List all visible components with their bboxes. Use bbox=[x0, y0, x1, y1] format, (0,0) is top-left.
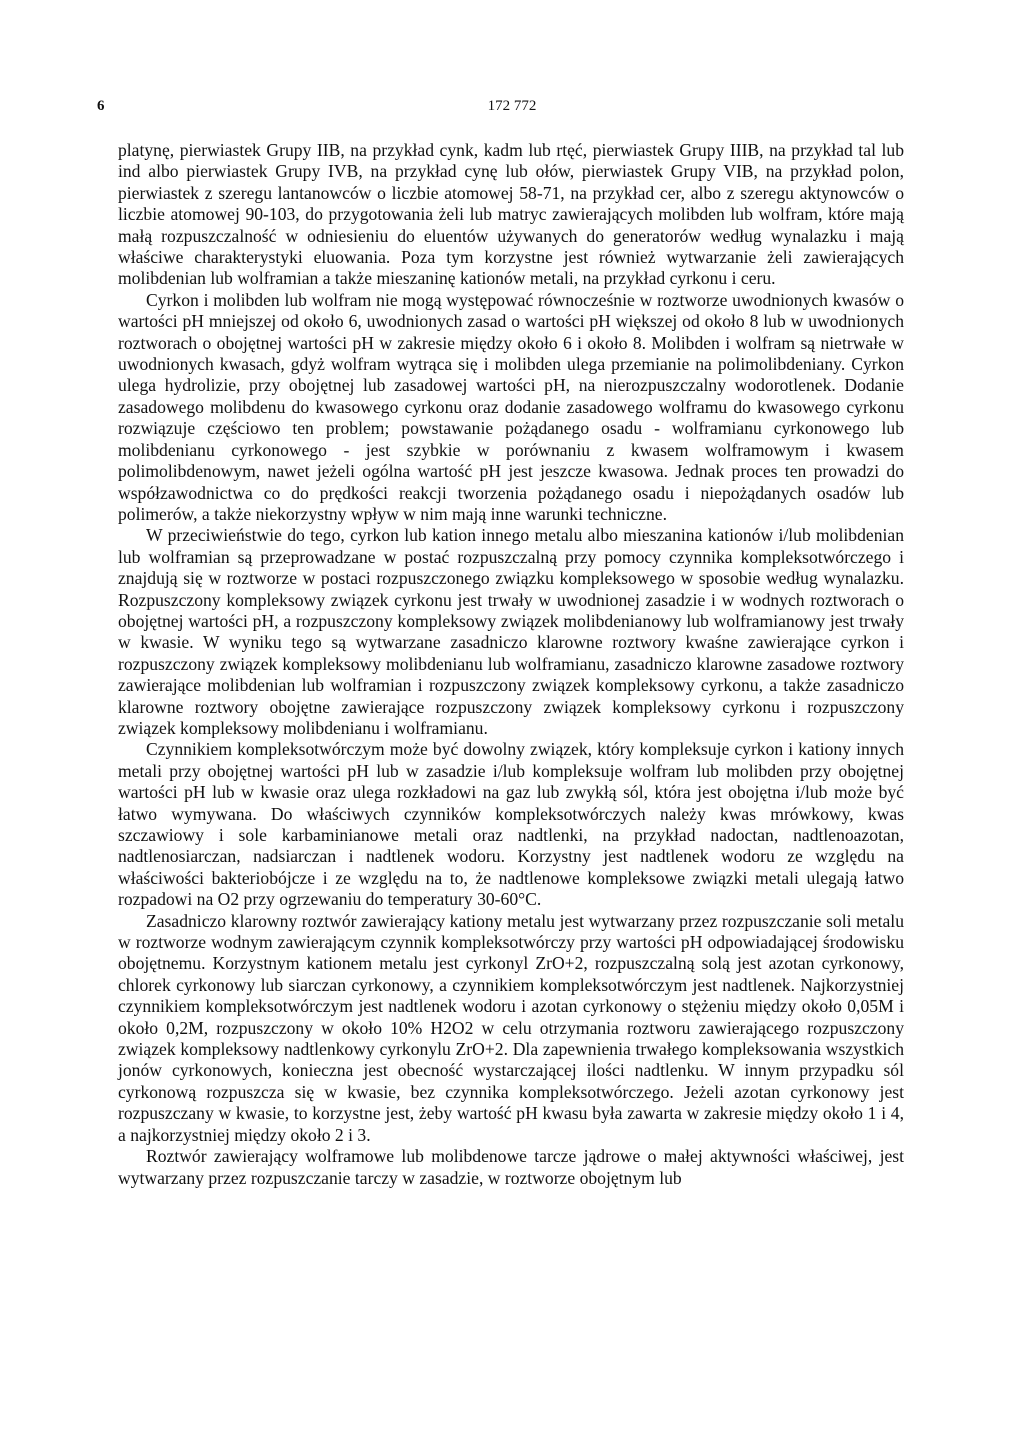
paragraph-2: Cyrkon i molibden lub wolfram nie mogą występować równocześnie w roztworze uwodnionych kwasów o wartości pH mniejszej od około 6, uwodnionych zasad o wartości pH większej od około 8 lub w uwodnionych roztworach o obojętnej wartości pH w zakresie między około 6 i około 8. Molibden i wolfram są nietrwałe w uwodnionych kwasach, gdyż wolfram wytrąca się i molibden ulega przemianie na polimolibdeniany. Cyrkon ulega hydrolizie, przy obojętnej lub zasadowej wartości pH, na nierozpuszczalny wodorotlenek. Dodanie zasadowego molibdenu do kwasowego cyrkonu oraz dodanie zasadowego wolframu do kwasowego cyrkonu rozwiązuje częściowo ten problem; powstawanie pożądanego osadu - wolframianu cyrkonowego lub molibdenianu cyrkonowego - jest szybkie w porównaniu z kwasem wolframowym i kwasem polimolibdenowym, nawet jeżeli ogólna wartość pH jest jeszcze kwasowa. Jednak proces ten prowadzi do współzawodnictwa co do prędkości reakcji tworzenia pożądanego osadu i niepożądanych osadów lub polimerów, a także niekorzystny wpływ w nim mają inne warunki techniczne. bbox=[118, 289, 904, 524]
paragraph-6: Roztwór zawierający wolframowe lub molibdenowe tarcze jądrowe o małej aktywności właściwej, jest wytwarzany przez rozpuszczanie tarczy w zasadzie, w roztworze obojętnym lub bbox=[118, 1146, 904, 1188]
paragraph-4: Czynnikiem kompleksotwórczym może być dowolny związek, który kompleksuje cyrkon i kationy innych metali przy obojętnej wartości pH lub w zasadzie i/lub kompleksuje wolfram lub molibden przy obojętnej wartości pH lub w kwasie oraz ulega rozkładowi na gaz lub zwykłą sól, która jest obojętna i/lub może być łatwo wymywana. Do właściwych czynników kompleksotwórczych należy kwas mrówkowy, kwas szczawiowy i sole karbaminianowe metali oraz nadtlenki, na przykład nadoctan, nadtlenoazotan, nadtlenosiarczan, nadsiarczan i nadtlenek wodoru. Korzystny jest nadtlenek wodoru ze względu na właściwości bakteriobójcze i ze względu na to, że nadtlenowe kompleksowe związki metali ulegają łatwo rozpadowi na O2 przy ogrzewaniu do temperatury 30-60°C. bbox=[118, 739, 904, 910]
document-body bbox=[118, 140, 904, 1189]
patent-number: 172 772 bbox=[487, 98, 537, 114]
paragraph-5: Zasadniczo klarowny roztwór zawierający kationy metalu jest wytwarzany przez rozpuszczanie soli metalu w roztworze wodnym zawierającym czynnik kompleksotwórczy przy wartości pH odpowiadającej środowisku obojętnemu. Korzystnym kationem metalu jest cyrkonyl ZrO+2, rozpuszczalną solą jest azotan cyrkonowy, chlorek cyrkonowy lub siarczan cyrkonowy, a czynnikiem kompleksotwórczym jest nadtlenek. Najkorzystniej czynnikiem kompleksotwórczym jest nadtlenek wodoru i azotan cyrkonowy o stężeniu między około 0,05M i około 0,2M, rozpuszczony w około 10% H2O2 w celu otrzymania roztworu zawierającego rozpuszczony związek kompleksowy nadtlenkowy cyrkonylu ZrO+2. Dla zapewnienia trwałego kompleksowania wszystkich jonów cyrkonowych, konieczna jest obecność wystarczającej ilości nadtlenku. W innym przypadku sól cyrkonową rozpuszcza się w kwasie, bez czynnika kompleksotwórczego. Jeżeli azotan cyrkonowy jest rozpuszczany w kwasie, to korzystne jest, żeby wartość pH kwasu była zawarta w zakresie między około 1 i 4, a najkorzystniej między około 2 i 3. bbox=[118, 910, 904, 1145]
page-number: 6 bbox=[97, 98, 105, 114]
paragraph-1: platynę, pierwiastek Grupy IIB, na przykład cynk, kadm lub rtęć, pierwiastek Grupy IIIB, na przykład tal lub ind albo pierwiastek Grupy IVB, na przykład cynę lub ołów, pierwiastek Grupy VIB, na przykład polon, pierwiastek z szeregu lantanowców o liczbie atomowej 58-71, na przykład cer, albo z szeregu aktynowców o liczbie atomowej 90-103, do przygotowania żeli lub matryc zawierających molibden lub wolfram, które mają małą rozpuszczalność w odniesieniu do eluentów używanych do generatorów według wynalazku i mają właściwe charakterystyki eluowania. Poza tym korzystne jest również wytwarzanie żeli zawierających molibdenian lub wolframian a także mieszaninę kationów metali, na przykład cyrkonu i ceru. bbox=[118, 140, 904, 289]
page-header bbox=[0, 98, 1024, 122]
paragraph-3: W przeciwieństwie do tego, cyrkon lub kation innego metalu albo mieszanina kationów i/lub molibdenian lub wolframian są przeprowadzane w postać rozpuszczalną przy pomocy czynnika kompleksotwórczego i znajdują się w roztworze w postaci rozpuszczonego związku kompleksowego w sposobie według wynalazku. Rozpuszczony kompleksowy związek cyrkonu jest trwały w uwodnionej zasadzie i w wodnych roztworach o obojętnej wartości pH, a rozpuszczony kompleksowy związek molibdenianowy lub wolframianowy jest trwały w kwasie. W wyniku tego są wytwarzane zasadniczo klarowne roztwory kwaśne zawierające cyrkon i rozpuszczony związek kompleksowy molibdenianu lub wolframianu, zasadniczo klarowne zasadowe roztwory zawierające molibdenian lub wolframian i rozpuszczony związek kompleksowy cyrkonu, a także zasadniczo klarowne roztwory obojętne zawierające rozpuszczony związek kompleksowy cyrkonu i rozpuszczony związek kompleksowy molibdenianu i wolframianu. bbox=[118, 525, 904, 738]
